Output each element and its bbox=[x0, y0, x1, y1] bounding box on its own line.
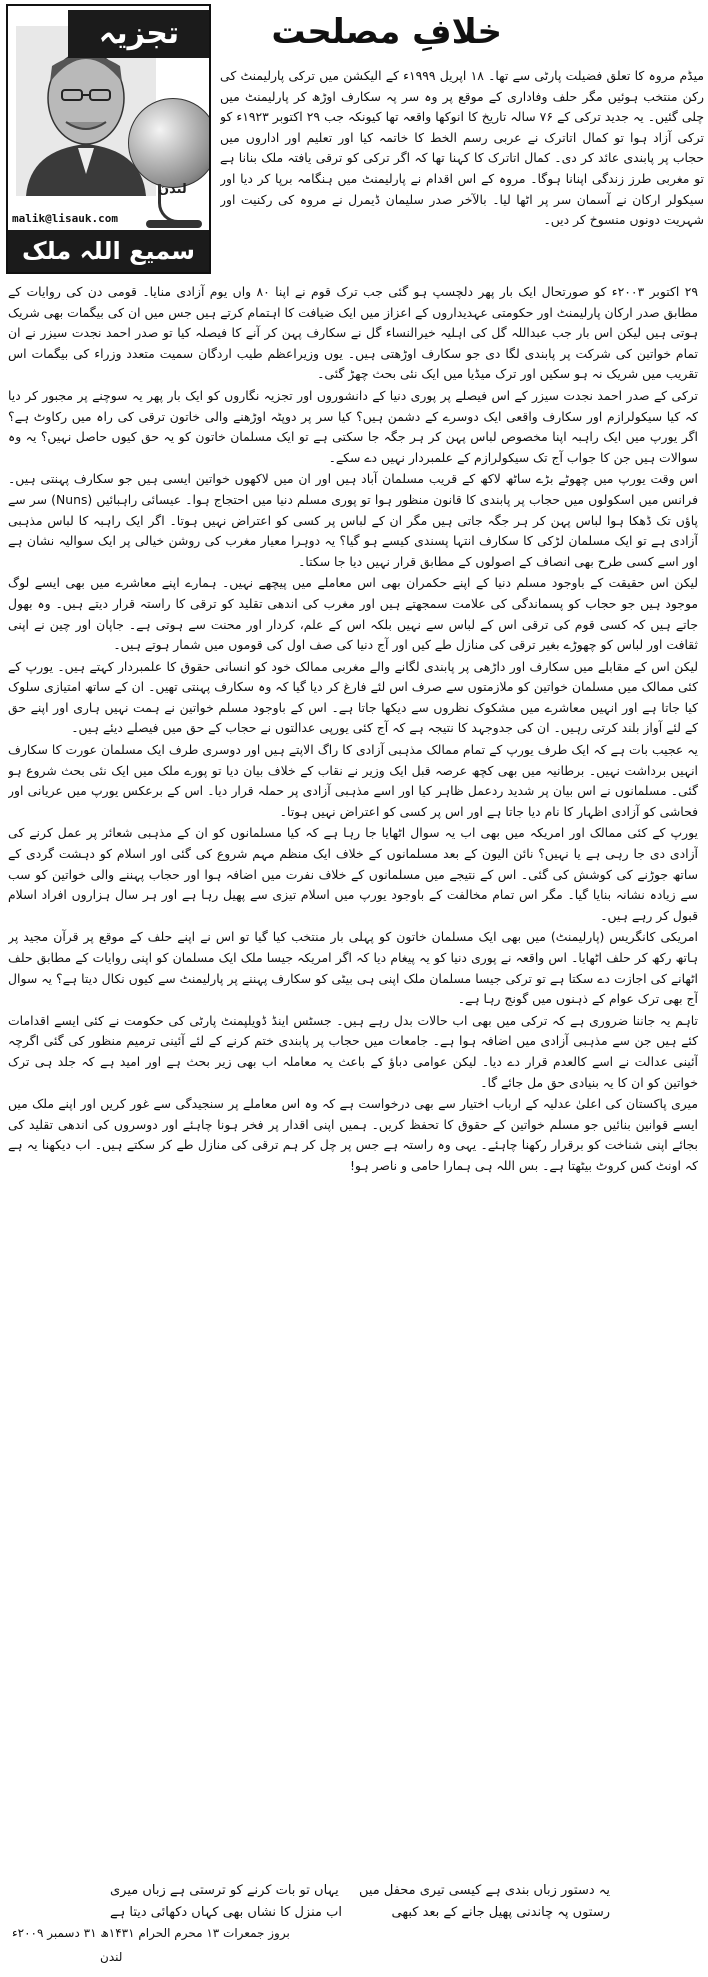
globe-base-icon bbox=[146, 220, 202, 228]
article-header bbox=[6, 4, 702, 282]
section-label: تجزیہ bbox=[68, 10, 210, 58]
globe-icon bbox=[128, 98, 211, 188]
verse-line: یہاں تو بات کرنے کو ترستی ہے زباں میری bbox=[110, 1883, 339, 1898]
paragraph: ۲۹ اکتوبر ۲۰۰۳ء کو صورتحال ایک بار پھر دلچسپ ہو گئی جب ترک قوم نے اپنا ۸۰ واں یوم آزادی منایا۔ قومی دن کی روایات کے مطابق صدر ارکان پارلیمنٹ اور حکومتی عہدیداروں کے اعزاز میں ایک ضیافت کا اہتمام کرتے ہیں جس میں ان کی بیگمات بھی شریک ہوتی ہیں لیکن اس بار جب عبداللہ گل کی اہلیہ خیرالنساء گل نے سکارف پہن کر آنے کا فیصلہ کیا تو صدر احمد نجدت سیزر نے ان تمام خواتین کی شرکت پر پابندی لگا دی جو سکارف اوڑھتی ہیں۔ یوں وزیراعظم طیب اردگان سمیت متعدد وزراء کی بیگمات اس تقریب میں شریک نہ ہو سکیں اور ترک میڈیا میں ایک نئی بحث چھڑ گئی۔ bbox=[8, 284, 698, 382]
paragraph: لیکن اس کے مقابلے میں سکارف اور داڑھی پر پابندی لگانے والے مغربی ممالک خود کو انسانی حقوق کا علمبردار کہتے ہیں۔ یورپ کے کئی ممالک میں مسلمان خواتین کو ملازمتوں سے صرف اس لئے فارغ کر دیا گیا کہ وہ سکارف پہنتی تھیں۔ ان کے ساتھ امتیازی سلوک کیا جاتا ہے اور انہیں معاشرے میں مشکوک نظروں سے دیکھا جاتا ہے۔ اس کے باوجود مسلم خواتین نے ہمت نہیں ہاری اور اپنے حق کے لئے آواز بلند کرتی رہیں۔ ان کی جدوجہد کا نتیجہ ہے کہ آج کئی یورپی عدالتوں نے حجاب کے حق میں فیصلے دیئے ہیں۔ bbox=[8, 658, 698, 736]
paragraph: امریکی کانگریس (پارلیمنٹ) میں بھی ایک مسلمان خاتون کو پہلی بار منتخب کیا گیا تو اس نے اپنے حلف کے موقع پر قرآن مجید پر ہاتھ رکھ کر حلف اٹھایا۔ اس واقعہ نے پوری دنیا کو یہ پیغام دیا کہ اگر امریکہ جیسا ملک ایک مسلمان کو اپنی روایات کے مطابق حلف اٹھانے کی اجازت دے سکتا ہے تو ترکی جیسا مسلمان ملک اپنی ہی بیٹی کو سکارف پہننے پر پارلیمنٹ سے کیوں نکال دیتا ہے؟ یہ سوال آج بھی ترک عوام کے ذہنوں میں گونج رہا ہے۔ bbox=[8, 929, 698, 1007]
paragraph: لیکن اس حقیقت کے باوجود مسلم دنیا کے اپنے حکمران بھی اس معاملے میں پیچھے نہیں۔ ہمارے اپنے معاشرے میں بھی ایسے لوگ موجود ہیں جو حجاب کو پسماندگی کی علامت سمجھتے ہیں اور مغرب کی اندھی تقلید کو ترقی کا راستہ قرار دیتے ہیں۔ وہ بھول جاتے ہیں کہ کسی قوم کی ترقی اس کے لباس سے نہیں بلکہ اس کے علم، کردار اور محنت سے ہوتی ہے۔ جاپان اور چین نے اپنی ثقافت اور لباس کو چھوڑے بغیر ترقی کی منازل طے کیں اور آج دنیا کی صف اول کی قوموں میں شمار ہوتے ہیں۔ bbox=[8, 575, 698, 653]
paragraph: ترکی کے صدر احمد نجدت سیزر کے اس فیصلے پر پوری دنیا کے دانشوروں اور تجزیہ نگاروں کو ایک بار پھر یہ سوچنے پر مجبور کر دیا کہ کیا سیکولرازم اور سکارف واقعی ایک دوسرے کے دشمن ہیں؟ کیا سر پر دوپٹہ اوڑھنے والی خاتون ترقی کی راہ میں رکاوٹ ہے؟ اگر یورپ میں ایک راہبہ اپنا مخصوص لباس پہن کر ہر جگہ جا سکتی ہے تو ایک مسلمان خاتون کو یہ حق کیوں حاصل نہیں؟ یہ وہ سوالات ہیں جن کا جواب آج تک سیکولرازم کے علمبردار نہیں دے سکے۔ bbox=[8, 387, 698, 465]
column-badge bbox=[6, 4, 211, 274]
verse-line: یہ دستور زباں بندی ہے کیسی تیری محفل میں bbox=[358, 1883, 610, 1898]
paragraph: یہ عجیب بات ہے کہ ایک طرف یورپ کے تمام ممالک مذہبی آزادی کا راگ الاپتے ہیں اور دوسری طرف ایک مسلمان عورت کا سکارف انہیں برداشت نہیں۔ برطانیہ میں بھی کچھ عرصہ قبل ایک وزیر نے نقاب کے خلاف بیان دیا تو پورے ملک میں ایک نئی بحث شروع ہو گئی۔ مسلمانوں نے اس بیان پر شدید ردعمل ظاہر کیا اور اسے مذہبی آزادی پر حملہ قرار دیا۔ اس کے برعکس یورپ میں عریانی اور فحاشی کو آزادی اظہار کا نام دیا جاتا ہے اور اس پر کسی کو اعتراض نہیں ہوتا۔ bbox=[8, 742, 698, 819]
verse-row bbox=[110, 1880, 610, 1902]
author-name: سمیع اللہ ملک bbox=[8, 230, 209, 272]
paragraph: یورپ کے کئی ممالک اور امریکہ میں بھی اب یہ سوال اٹھایا جا رہا ہے کہ کیا مسلمانوں کو ان کے مذہبی شعائر پر عمل کرنے کی آزادی دی جا رہی ہے یا نہیں؟ نائن الیون کے بعد مسلمانوں کے خلاف ایک منظم مہم شروع کی گئی اور اسلام کو دہشت گردی کے ساتھ جوڑنے کی کوشش کی گئی۔ اس کے نتیجے میں مسلمانوں کے خلاف نفرت میں اضافہ ہوا اور حجاب پہننے والی خواتین کو سب سے زیادہ نشانہ بنایا گیا۔ مگر اس تمام مخالفت کے باوجود یورپ میں اسلام تیزی سے پھیل رہا ہے اور ہر سال ہزاروں افراد اسلام قبول کر رہے ہیں۔ bbox=[8, 825, 698, 923]
closing-verse bbox=[110, 1880, 610, 1924]
article-headline: خلافِ مصلحت bbox=[271, 12, 502, 52]
article-body bbox=[8, 282, 698, 1882]
paragraph: تاہم یہ جاننا ضروری ہے کہ ترکی میں بھی اب حالات بدل رہے ہیں۔ جسٹس اینڈ ڈویلپمنٹ پارٹی کی حکومت نے کئی ایسے اقدامات کئے ہیں جن سے مذہبی آزادی میں اضافہ ہوا ہے۔ جامعات میں حجاب پر پابندی ختم کرنے کے لئے آئینی ترمیم منظور کی گئی اگرچہ آئینی عدالت نے اسے کالعدم قرار دے دیا۔ لیکن عوامی دباؤ کے باعث یہ معاملہ اب بھی زیر بحث ہے اور امید ہے کہ جلد ہی ترک خواتین کو ان کا یہ بنیادی حق مل جائے گا۔ bbox=[8, 1012, 698, 1090]
paragraph: میری پاکستان کی اعلیٰ عدلیہ کے ارباب اختیار سے بھی درخواست ہے کہ وہ اس معاملے پر سنجیدگی سے غور کریں اور اپنے ملک میں ایسے قوانین بنائیں جو مسلم خواتین کے حقوق کا تحفظ کریں۔ ہمیں اپنی اقدار پر فخر ہونا چاہئے اور دوسروں کی اندھی تقلید کی بجائے اپنی شناخت کو برقرار رکھنا چاہئے۔ یہی وہ راستہ ہے جس پر چل کر ہم ترقی کی منازل طے کر سکتے ہیں۔ اب دیکھنا یہ ہے کہ اونٹ کس کروٹ بیٹھتا ہے۔ بس اللہ ہی ہمارا حامی و ناصر ہو! bbox=[8, 1096, 698, 1173]
verse-row bbox=[110, 1902, 610, 1924]
paragraph: میڈم مروہ کا تعلق فضیلت پارٹی سے تھا۔ ۱۸ اپریل ۱۹۹۹ء کے الیکشن میں ترکی پارلیمنٹ کی رکن منتخب ہوئیں مگر حلف وفاداری کے موقع پر وہ سر پہ سکارف اوڑھ کر پارلیمنٹ میں چلی گئیں۔ یہ جدید ترکی کے ۷۶ سالہ تاریخ کا انوکھا واقعہ تھا کیونکہ جب ۲۹ اکتوبر ۱۹۲۳ء کو ترکی آزاد ہوا تو کمال اتاترک نے عربی رسم الخط کا خاتمہ کیا اور تعلیم اور اداروں میں حجاب پر پابندی عائد کر دی۔ کمال اتاترک کا کہنا تھا کہ اگر ترکی کو ترقی یافتہ ملک بنانا ہے تو مغربی طرز زندگی اپنانا ہوگا۔ مروہ کے اس اقدام نے پارلیمنٹ میں ہنگامہ برپا کر دیا اور سیکولر ارکان نے آسمان سر پر اٹھا لیا۔ بالآخر صدر سلیمان ڈیمرل نے مروہ کی رکنیت اور شہریت دونوں منسوخ کر دیں۔ bbox=[220, 68, 704, 228]
intro-paragraph bbox=[220, 66, 704, 280]
footer-city: لندن bbox=[100, 1950, 123, 1964]
dateline: بروز جمعرات ۱۳ محرم الحرام ۱۴۳۱ھ ۳۱ دسمبر ۲۰۰۹ء bbox=[12, 1926, 290, 1940]
paragraph: اس وقت یورپ میں چھوٹے بڑے ساٹھ لاکھ کے قریب مسلمان آباد ہیں اور ان میں لاکھوں خواتین ایسی ہیں جو سکارف پہنتی ہیں۔ فرانس میں اسکولوں میں حجاب پر پابندی کا قانون منظور ہوا تو پوری مسلم دنیا میں احتجاج ہوا۔ عیسائی راہبائیں (Nuns) سر سے پاؤں تک ڈھکا ہوا لباس پہن کر ہر جگہ جاتی ہیں مگر ان کے لباس پر کسی کو اعتراض نہیں ہوتا۔ اگر ایک راہبہ کا لباس مذہبی آزادی ہے تو ایک مسلمان لڑکی کا سکارف انتہا پسندی کیسے ہو گیا؟ یہ دوہرا معیار مغرب کی روشن خیالی پر ایک سوالیہ نشان ہے اور اسے کسی طرح بھی انصاف کے اصولوں کے مطابق قرار نہیں دیا جا سکتا۔ bbox=[8, 471, 698, 569]
author-email[interactable]: malik@lisauk.com bbox=[12, 212, 118, 225]
city-tag: لندن bbox=[158, 182, 187, 197]
verse-line: اب منزل کا نشاں بھی کہاں دکھائی دیتا ہے bbox=[110, 1905, 342, 1920]
verse-line: رستوں پہ چاندنی پھیل جانے کے بعد کبھی bbox=[391, 1905, 610, 1920]
